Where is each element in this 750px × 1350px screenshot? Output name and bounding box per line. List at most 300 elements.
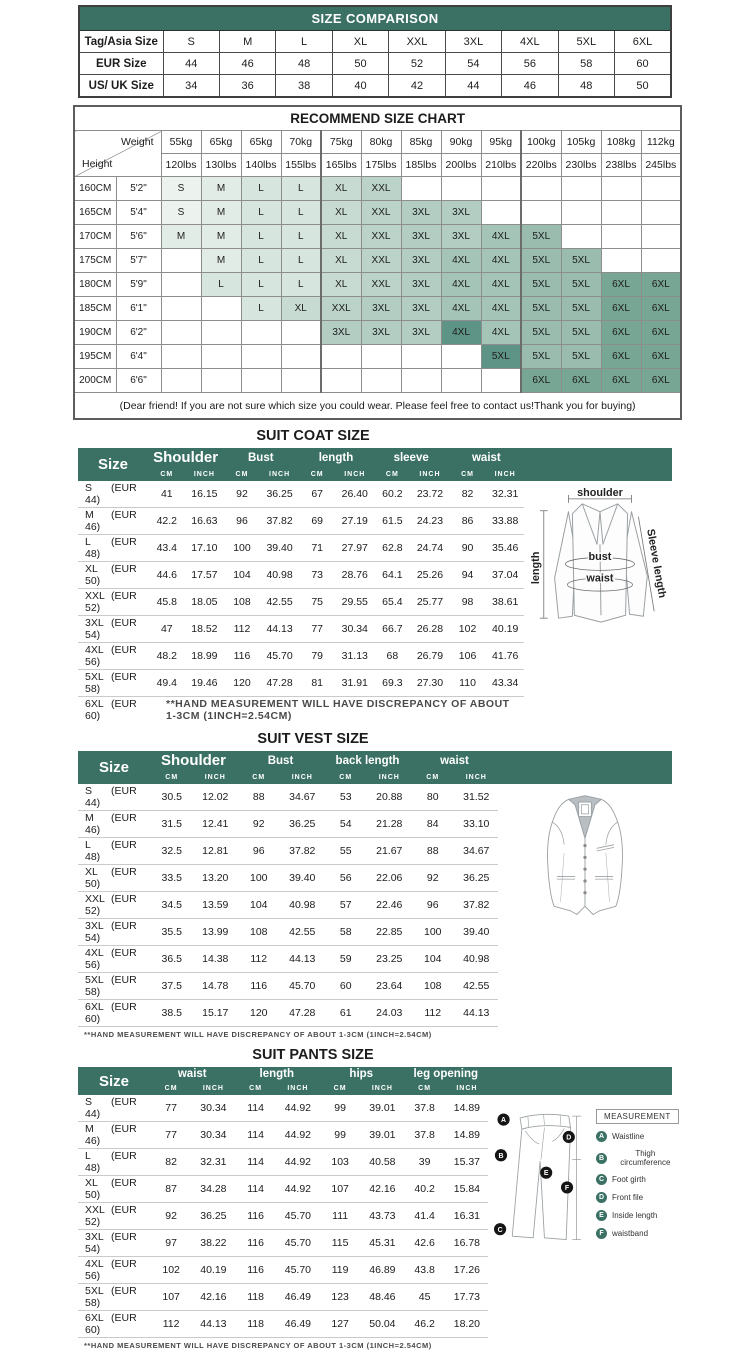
measurement-value-cell: 43.8 bbox=[404, 1257, 446, 1284]
eur-size: (EUR 46) bbox=[85, 812, 137, 836]
group-header: back length bbox=[324, 751, 411, 770]
measurement-value-cell: 64.1 bbox=[374, 562, 412, 589]
recommended-size-cell: 5XL bbox=[481, 345, 521, 369]
measurement-value-cell: 92 bbox=[223, 481, 261, 508]
cmp-value-cell: 44 bbox=[163, 53, 219, 75]
unit-cm-header: CM bbox=[411, 770, 455, 784]
size-label-cell bbox=[78, 892, 150, 919]
measurement-value-cell: 45 bbox=[404, 1284, 446, 1311]
weight-kg-cell: 100kg bbox=[521, 131, 561, 154]
measurement-value-cell: 36.25 bbox=[281, 811, 325, 838]
recommended-size-cell: XL bbox=[321, 249, 361, 273]
measurement-value-cell: 22.46 bbox=[368, 892, 412, 919]
recommended-size-cell: XL bbox=[321, 201, 361, 225]
weight-kg-cell: 105kg bbox=[561, 131, 601, 154]
size-code: L bbox=[85, 839, 91, 851]
weight-kg-row bbox=[74, 131, 681, 154]
measurement-value-cell: 49.4 bbox=[148, 670, 186, 697]
measurement-value-cell: 44.13 bbox=[281, 946, 325, 973]
weight-kg-cell: 85kg bbox=[401, 131, 441, 154]
coat-bust-label: bust bbox=[588, 551, 612, 564]
measurement-value-cell: 47.28 bbox=[281, 1000, 325, 1027]
measurement-value-cell: 24.23 bbox=[411, 508, 449, 535]
measurement-value-cell: 45.31 bbox=[361, 1230, 403, 1257]
rec-body bbox=[74, 106, 681, 419]
measurement-value-cell: 22.85 bbox=[368, 919, 412, 946]
cmp-value-cell: 44 bbox=[445, 75, 501, 98]
measurement-value-cell: 46.89 bbox=[361, 1257, 403, 1284]
eur-size: (EUR 50) bbox=[85, 563, 137, 587]
measurement-value-cell: 82 bbox=[150, 1149, 192, 1176]
size-code: 6XL bbox=[85, 1312, 104, 1324]
recommended-size-cell: 3XL bbox=[401, 249, 441, 273]
measurement-value-cell: 39.01 bbox=[361, 1122, 403, 1149]
eur-size: (EUR 60) bbox=[85, 698, 137, 722]
measurement-value-cell: 106 bbox=[449, 643, 487, 670]
weight-kg-cell: 70kg bbox=[281, 131, 321, 154]
height-cm-cell: 180CM bbox=[74, 273, 116, 297]
size-label-cell bbox=[78, 589, 148, 616]
recommended-size-cell: L bbox=[241, 273, 281, 297]
measurement-value-cell: 86 bbox=[449, 508, 487, 535]
unit-inch-header: INCH bbox=[361, 1081, 403, 1095]
measurement-value-cell: 31.52 bbox=[455, 784, 499, 811]
measurement-value-cell: 12.02 bbox=[194, 784, 238, 811]
unit-cm-header: CM bbox=[223, 467, 261, 481]
measurement-value-cell: 38.61 bbox=[486, 589, 524, 616]
measurement-value-cell: 42.55 bbox=[455, 973, 499, 1000]
recommended-size-cell: L bbox=[281, 273, 321, 297]
measurement-value-cell: 114 bbox=[235, 1122, 277, 1149]
recommended-size-cell bbox=[161, 297, 201, 321]
recommended-size-cell: 3XL bbox=[361, 297, 401, 321]
group-header-row bbox=[78, 751, 672, 770]
cmp-value-cell: 48 bbox=[558, 75, 614, 98]
coat-shoulder-label: shoulder bbox=[577, 486, 623, 499]
size-code: 5XL bbox=[85, 974, 104, 986]
measurement-value-cell: 98 bbox=[449, 589, 487, 616]
weight-kg-cell: 75kg bbox=[321, 131, 361, 154]
svg-text:F: F bbox=[564, 1185, 570, 1193]
measurement-value-cell: 36.25 bbox=[455, 865, 499, 892]
cmp-value-cell: 52 bbox=[389, 53, 445, 75]
group-header: leg opening bbox=[404, 1067, 489, 1081]
weight-kg-cell: 80kg bbox=[361, 131, 401, 154]
weight-lbs-cell: 185lbs bbox=[401, 154, 441, 177]
measurement-value-cell: 40.98 bbox=[281, 892, 325, 919]
measurement-value-cell: 31.13 bbox=[336, 643, 374, 670]
measurement-value-cell: 66.7 bbox=[374, 616, 412, 643]
recommended-size-cell bbox=[201, 345, 241, 369]
measurement-value-cell: 16.31 bbox=[446, 1203, 488, 1230]
measurement-value-cell: 46.49 bbox=[277, 1311, 319, 1338]
cmp-value-cell: XXL bbox=[389, 31, 445, 53]
measurement-value-cell: 67 bbox=[298, 481, 336, 508]
size-column-header: Size bbox=[78, 448, 148, 481]
recommended-size-cell bbox=[201, 369, 241, 393]
cmp-value-cell: 42 bbox=[389, 75, 445, 98]
measurement-value-cell: 57 bbox=[324, 892, 368, 919]
measurement-value-cell: 114 bbox=[235, 1176, 277, 1203]
measurement-value-cell: 71 bbox=[298, 535, 336, 562]
recommended-size-cell: XXL bbox=[361, 273, 401, 297]
height-ft-cell: 6'1" bbox=[116, 297, 161, 321]
measurement-value-cell: 38.5 bbox=[150, 1000, 194, 1027]
recommended-size-cell: 3XL bbox=[401, 297, 441, 321]
measurement-value-cell: 31.91 bbox=[336, 670, 374, 697]
recommended-size-cell: 6XL bbox=[601, 297, 641, 321]
measurement-value-cell: 39 bbox=[404, 1149, 446, 1176]
recommended-size-cell: 5XL bbox=[521, 273, 561, 297]
weight-lbs-cell: 165lbs bbox=[321, 154, 361, 177]
contact-note: (Dear friend! If you are not sure which size you could wear. Please feel free to contact us!Thank you for buying) bbox=[74, 393, 681, 420]
measurement-value-cell: 61.5 bbox=[374, 508, 412, 535]
recommended-size-cell: 3XL bbox=[401, 273, 441, 297]
measurement-value-cell: 18.20 bbox=[446, 1311, 488, 1338]
unit-cm-header: CM bbox=[449, 467, 487, 481]
size-label-cell bbox=[78, 784, 150, 811]
size-label-cell bbox=[78, 1122, 150, 1149]
recommended-size-cell: 3XL bbox=[401, 321, 441, 345]
recommended-size-cell bbox=[481, 369, 521, 393]
recommended-size-cell bbox=[601, 249, 641, 273]
height-row bbox=[74, 345, 681, 369]
recommended-size-cell: 4XL bbox=[481, 249, 521, 273]
height-row bbox=[74, 369, 681, 393]
recommended-size-cell: 5XL bbox=[561, 321, 601, 345]
measurement-value-cell: 127 bbox=[319, 1311, 361, 1338]
diagram-cell bbox=[488, 1095, 672, 1338]
measurement-value-cell: 24.03 bbox=[368, 1000, 412, 1027]
eur-size: (EUR 58) bbox=[85, 671, 137, 695]
measurement-value-cell: 116 bbox=[235, 1203, 277, 1230]
measure-body bbox=[78, 784, 672, 1027]
recommended-size-cell bbox=[361, 345, 401, 369]
cmp-value-cell: 60 bbox=[615, 53, 672, 75]
recommended-size-cell bbox=[601, 201, 641, 225]
measurement-value-cell: 44.13 bbox=[192, 1311, 234, 1338]
height-cm-cell: 200CM bbox=[74, 369, 116, 393]
size-label-cell bbox=[78, 697, 148, 724]
hand-measurement-note: **HAND MEASUREMENT WILL HAVE DISCREPANCY OF ABOUT 1-3CM (1INCH=2.54CM) bbox=[166, 698, 510, 722]
recommend-chart-title: RECOMMEND SIZE CHART bbox=[74, 106, 681, 131]
recommended-size-cell: 4XL bbox=[441, 249, 481, 273]
measurement-value-cell: 41.76 bbox=[486, 643, 524, 670]
size-column-header: Size bbox=[78, 1067, 150, 1095]
cmp-value-cell: 50 bbox=[332, 53, 388, 75]
measurement-value-cell: 47 bbox=[148, 616, 186, 643]
weight-kg-cell: 65kg bbox=[201, 131, 241, 154]
suit-vest-section bbox=[78, 731, 672, 1039]
unit-inch-header: INCH bbox=[261, 467, 299, 481]
measurement-value-cell: 17.57 bbox=[186, 562, 224, 589]
recommended-size-cell bbox=[521, 201, 561, 225]
size-code: L bbox=[85, 536, 91, 548]
measurement-value-cell: 73 bbox=[298, 562, 336, 589]
measurement-value-cell: 107 bbox=[319, 1176, 361, 1203]
measurement-value-cell: 82 bbox=[449, 481, 487, 508]
recommended-size-cell: 6XL bbox=[601, 345, 641, 369]
corner-weight-label: Weight bbox=[121, 136, 154, 148]
measurement-value-cell: 108 bbox=[411, 973, 455, 1000]
height-row bbox=[74, 225, 681, 249]
recommended-size-cell bbox=[641, 177, 681, 201]
measurement-value-cell: 37.04 bbox=[486, 562, 524, 589]
measurement-value-cell: 40.98 bbox=[455, 946, 499, 973]
cmp-value-cell: M bbox=[219, 31, 275, 53]
recommended-size-cell: L bbox=[281, 177, 321, 201]
size-guide-page bbox=[0, 5, 750, 1350]
cmp-value-cell: 36 bbox=[219, 75, 275, 98]
measurement-value-cell: 44.92 bbox=[277, 1176, 319, 1203]
recommended-size-cell: 5XL bbox=[561, 273, 601, 297]
weight-lbs-cell: 230lbs bbox=[561, 154, 601, 177]
measurement-value-cell: 56 bbox=[324, 865, 368, 892]
measurement-value-cell: 44.13 bbox=[455, 1000, 499, 1027]
size-label-cell bbox=[78, 946, 150, 973]
cmp-value-cell: 4XL bbox=[502, 31, 558, 53]
recommended-size-cell: 6XL bbox=[641, 345, 681, 369]
measurement-value-cell: 120 bbox=[237, 1000, 281, 1027]
weight-kg-cell: 95kg bbox=[481, 131, 521, 154]
size-code: 3XL bbox=[85, 920, 104, 932]
measurement-value-cell: 16.63 bbox=[186, 508, 224, 535]
measurement-value-cell: 54 bbox=[324, 811, 368, 838]
size-code: 3XL bbox=[85, 617, 104, 629]
size-label-cell bbox=[78, 535, 148, 562]
measure-head bbox=[78, 1067, 672, 1095]
measurement-value-cell: 25.26 bbox=[411, 562, 449, 589]
measurement-value-cell: 50.04 bbox=[361, 1311, 403, 1338]
unit-inch-header: INCH bbox=[411, 467, 449, 481]
height-row bbox=[74, 297, 681, 321]
cmp-body bbox=[79, 31, 671, 98]
measurement-value-cell: 44.92 bbox=[277, 1122, 319, 1149]
recommended-size-cell: M bbox=[201, 201, 241, 225]
recommended-size-cell: 5XL bbox=[561, 297, 601, 321]
measurement-value-cell: 42.16 bbox=[192, 1284, 234, 1311]
weight-kg-cell: 90kg bbox=[441, 131, 481, 154]
recommended-size-cell: M bbox=[201, 225, 241, 249]
recommended-size-cell bbox=[281, 321, 321, 345]
measurement-value-cell: 48.46 bbox=[361, 1284, 403, 1311]
unit-inch-header: INCH bbox=[446, 1081, 488, 1095]
measurement-value-cell: 116 bbox=[235, 1230, 277, 1257]
weight-lbs-cell: 120lbs bbox=[161, 154, 201, 177]
size-code: 6XL bbox=[85, 698, 104, 710]
size-row bbox=[78, 784, 672, 811]
recommended-size-cell: 5XL bbox=[521, 249, 561, 273]
measurement-value-cell: 45.8 bbox=[148, 589, 186, 616]
measurement-value-cell: 13.99 bbox=[194, 919, 238, 946]
measurement-value-cell: 92 bbox=[411, 865, 455, 892]
vest-hand-measurement-note: **HAND MEASUREMENT WILL HAVE DISCREPANCY OF ABOUT 1-3CM (1INCH=2.54CM) bbox=[84, 1030, 432, 1039]
weight-kg-cell: 55kg bbox=[161, 131, 201, 154]
recommended-size-cell bbox=[281, 369, 321, 393]
cmp-value-cell: S bbox=[163, 31, 219, 53]
measurement-value-cell: 104 bbox=[237, 892, 281, 919]
group-header-row bbox=[78, 1067, 672, 1081]
unit-inch-header: INCH bbox=[368, 770, 412, 784]
measurement-value-cell: 60.2 bbox=[374, 481, 412, 508]
size-row bbox=[78, 1095, 672, 1122]
measurement-value-cell: 36.25 bbox=[261, 481, 299, 508]
measurement-value-cell: 43.34 bbox=[486, 670, 524, 697]
measurement-value-cell: 40.58 bbox=[361, 1149, 403, 1176]
group-header: hips bbox=[319, 1067, 404, 1081]
recommended-size-cell: 4XL bbox=[481, 273, 521, 297]
measurement-value-cell: 30.34 bbox=[192, 1122, 234, 1149]
group-header: waist bbox=[150, 1067, 235, 1081]
unit-inch-header: INCH bbox=[186, 467, 224, 481]
recommended-size-cell: XL bbox=[321, 177, 361, 201]
recommended-size-cell bbox=[401, 369, 441, 393]
measurement-value-cell: 18.99 bbox=[186, 643, 224, 670]
group-header: Shoulder bbox=[148, 448, 223, 467]
measurement-value-cell: 75 bbox=[298, 589, 336, 616]
measurement-value-cell: 19.46 bbox=[186, 670, 224, 697]
measurement-value-cell: 29.55 bbox=[336, 589, 374, 616]
recommended-size-cell bbox=[641, 249, 681, 273]
measurement-value-cell: 42.55 bbox=[281, 919, 325, 946]
weight-lbs-cell: 238lbs bbox=[601, 154, 641, 177]
unit-inch-header: INCH bbox=[455, 770, 499, 784]
measurement-value-cell: 45.70 bbox=[277, 1257, 319, 1284]
measurement-value-cell: 116 bbox=[223, 643, 261, 670]
group-header: sleeve bbox=[374, 448, 449, 467]
measurement-value-cell: 69 bbox=[298, 508, 336, 535]
legend-key-badge: E bbox=[596, 1210, 607, 1221]
measurement-value-cell: 60 bbox=[324, 973, 368, 1000]
weight-lbs-cell: 130lbs bbox=[201, 154, 241, 177]
unit-cm-header: CM bbox=[235, 1081, 277, 1095]
recommended-size-cell: 3XL bbox=[401, 225, 441, 249]
measurement-value-cell: 43.4 bbox=[148, 535, 186, 562]
recommended-size-cell: 3XL bbox=[361, 321, 401, 345]
weight-kg-cell: 65kg bbox=[241, 131, 281, 154]
measurement-value-cell: 37.82 bbox=[261, 508, 299, 535]
suit-pants-title: SUIT PANTS SIZE bbox=[252, 1047, 374, 1063]
weight-kg-cell: 112kg bbox=[641, 131, 681, 154]
measurement-value-cell: 43.73 bbox=[361, 1203, 403, 1230]
recommended-size-cell: 3XL bbox=[401, 201, 441, 225]
recommended-size-cell bbox=[241, 321, 281, 345]
cmp-value-cell: 46 bbox=[502, 75, 558, 98]
group-header: waist bbox=[449, 448, 524, 467]
cmp-row-label: Tag/Asia Size bbox=[79, 31, 163, 53]
unit-cm-header: CM bbox=[150, 1081, 192, 1095]
eur-size: (EUR 56) bbox=[85, 1258, 137, 1282]
legend-item bbox=[596, 1210, 679, 1221]
recommended-size-cell: M bbox=[161, 225, 201, 249]
measurement-value-cell: 45.70 bbox=[277, 1230, 319, 1257]
measurement-value-cell: 26.79 bbox=[411, 643, 449, 670]
recommended-size-cell bbox=[441, 177, 481, 201]
recommended-size-cell: XXL bbox=[361, 225, 401, 249]
corner-height-label: Height bbox=[82, 158, 113, 170]
measurement-value-cell: 68 bbox=[374, 643, 412, 670]
measurement-value-cell: 16.15 bbox=[186, 481, 224, 508]
weight-kg-cell: 108kg bbox=[601, 131, 641, 154]
header-band-filler bbox=[498, 751, 672, 784]
measurement-value-cell: 22.06 bbox=[368, 865, 412, 892]
diagram-cell bbox=[498, 784, 672, 1027]
measurement-value-cell: 118 bbox=[235, 1284, 277, 1311]
recommended-size-cell bbox=[641, 225, 681, 249]
measurement-value-cell: 112 bbox=[237, 946, 281, 973]
recommended-size-cell: 4XL bbox=[481, 321, 521, 345]
size-code: 5XL bbox=[85, 1285, 104, 1297]
suit-vest-size-table bbox=[78, 751, 672, 1027]
legend-items bbox=[596, 1131, 679, 1239]
weight-lbs-cell: 210lbs bbox=[481, 154, 521, 177]
height-cm-cell: 160CM bbox=[74, 177, 116, 201]
recommended-size-cell bbox=[641, 201, 681, 225]
recommended-size-cell: 6XL bbox=[601, 273, 641, 297]
svg-text:C: C bbox=[497, 1226, 503, 1234]
measurement-value-cell: 33.10 bbox=[455, 811, 499, 838]
measurement-value-cell: 41.4 bbox=[404, 1203, 446, 1230]
size-label-cell bbox=[78, 670, 148, 697]
measurement-value-cell: 44.6 bbox=[148, 562, 186, 589]
measurement-value-cell: 45.70 bbox=[261, 643, 299, 670]
eur-size: (EUR 60) bbox=[85, 1001, 137, 1025]
legend-key-badge: F bbox=[596, 1228, 607, 1239]
measurement-value-cell: 42.2 bbox=[148, 508, 186, 535]
measurement-value-cell: 37.8 bbox=[404, 1095, 446, 1122]
height-cm-cell: 165CM bbox=[74, 201, 116, 225]
height-row bbox=[74, 177, 681, 201]
coat-length-label: length bbox=[529, 551, 542, 585]
measurement-value-cell: 14.89 bbox=[446, 1095, 488, 1122]
measurement-value-cell: 32.5 bbox=[150, 838, 194, 865]
eur-size: (EUR 54) bbox=[85, 1231, 137, 1255]
legend-label: Foot girth bbox=[612, 1175, 646, 1184]
measurement-value-cell: 40.2 bbox=[404, 1176, 446, 1203]
measurement-value-cell: 92 bbox=[237, 811, 281, 838]
measurement-value-cell: 77 bbox=[150, 1122, 192, 1149]
measurement-value-cell: 37.82 bbox=[281, 838, 325, 865]
measurement-value-cell: 30.34 bbox=[192, 1095, 234, 1122]
recommended-size-cell: 6XL bbox=[641, 321, 681, 345]
recommended-size-cell: 4XL bbox=[441, 297, 481, 321]
recommended-size-cell bbox=[161, 321, 201, 345]
unit-cm-header: CM bbox=[324, 770, 368, 784]
height-row bbox=[74, 249, 681, 273]
measurement-value-cell: 107 bbox=[150, 1284, 192, 1311]
recommended-size-cell bbox=[601, 177, 641, 201]
group-header: Bust bbox=[223, 448, 298, 467]
measurement-value-cell: 36.5 bbox=[150, 946, 194, 973]
height-cm-cell: 190CM bbox=[74, 321, 116, 345]
recommended-size-cell: 6XL bbox=[641, 369, 681, 393]
height-ft-cell: 5'7" bbox=[116, 249, 161, 273]
size-label-cell bbox=[78, 643, 148, 670]
recommended-size-cell: 6XL bbox=[641, 297, 681, 321]
svg-text:A: A bbox=[501, 1117, 507, 1125]
measurement-value-cell: 36.25 bbox=[192, 1203, 234, 1230]
recommended-size-cell: 4XL bbox=[441, 273, 481, 297]
legend-label: Thigh circumference bbox=[620, 1149, 671, 1167]
measurement-value-cell: 41 bbox=[148, 481, 186, 508]
size-code: 6XL bbox=[85, 1001, 104, 1013]
measurement-value-cell: 114 bbox=[235, 1095, 277, 1122]
measurement-value-cell: 99 bbox=[319, 1122, 361, 1149]
size-label-cell bbox=[78, 1149, 150, 1176]
measurement-value-cell: 34.5 bbox=[150, 892, 194, 919]
suit-coat-title: SUIT COAT SIZE bbox=[256, 428, 370, 444]
measurement-value-cell: 46.49 bbox=[277, 1284, 319, 1311]
